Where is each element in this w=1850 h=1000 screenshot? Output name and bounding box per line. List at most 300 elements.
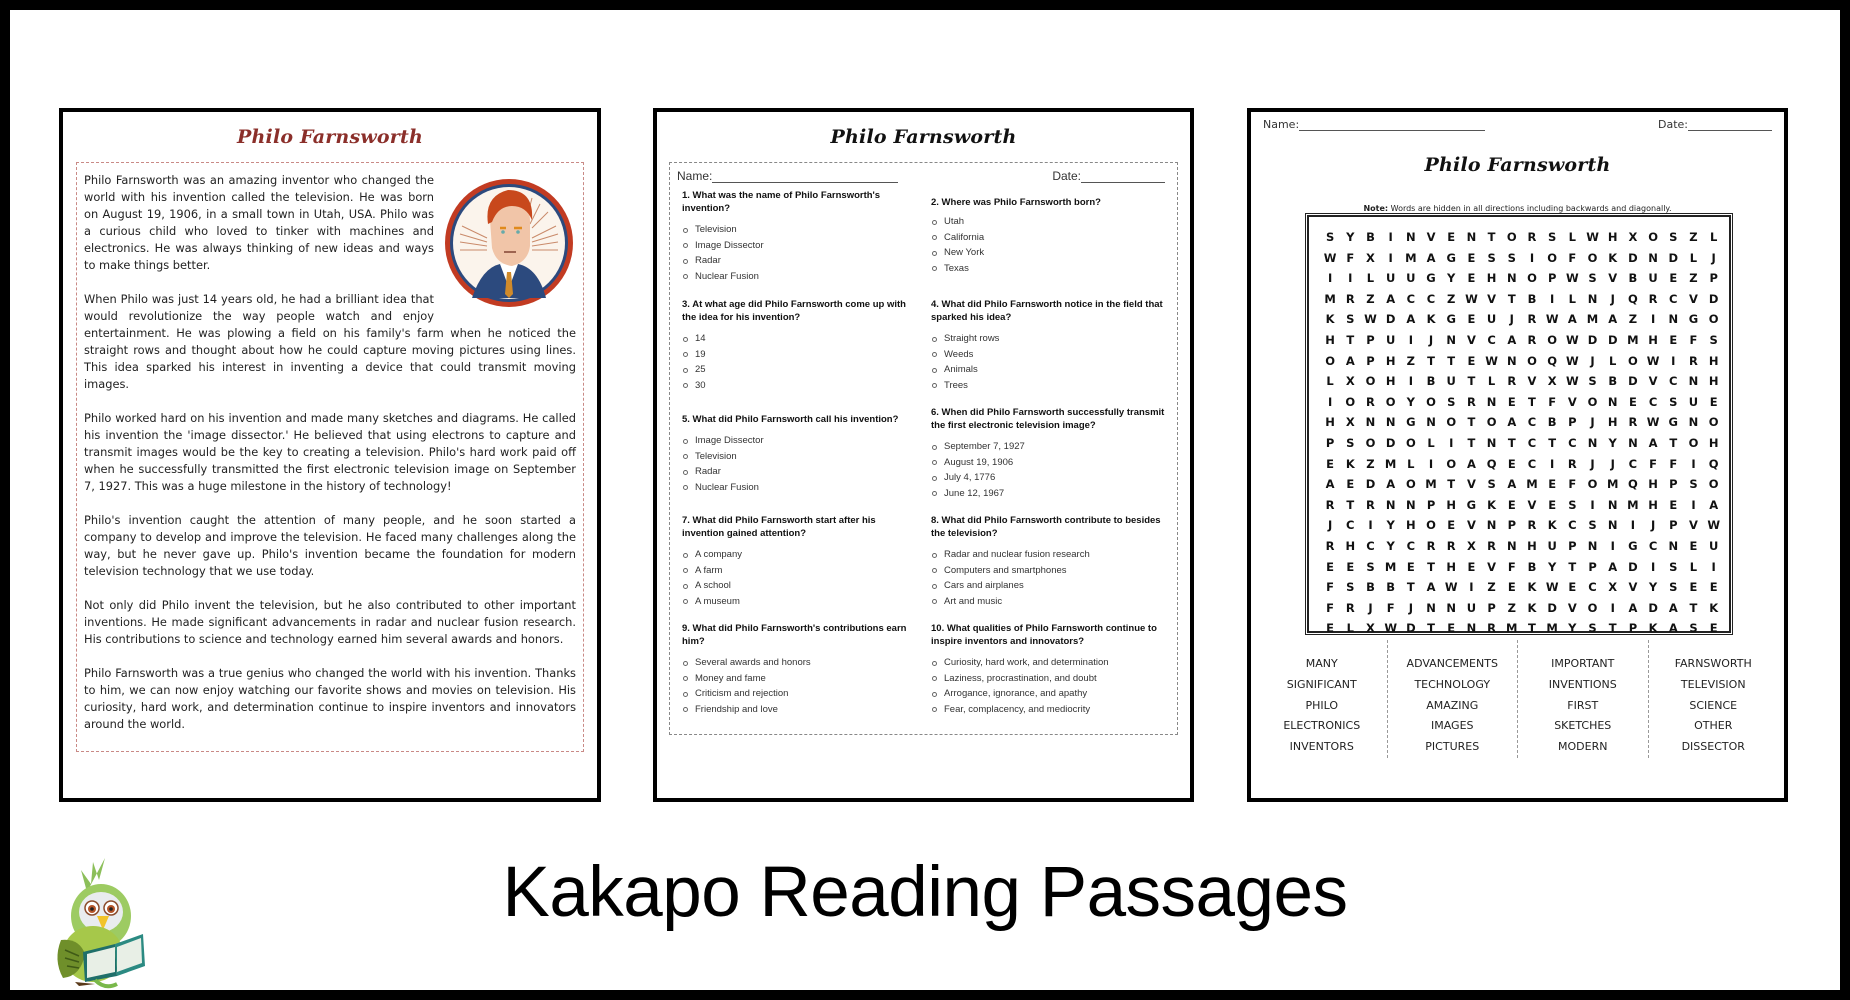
grid-letter: W: [1545, 580, 1559, 595]
grid-letter: P: [1325, 435, 1335, 450]
grid-letter: O: [1345, 394, 1356, 409]
word-item: MODERN: [1558, 740, 1608, 754]
grid-letter: C: [1648, 394, 1658, 409]
answer-option: Radar: [682, 464, 920, 480]
passage-paragraph-5: Not only did Philo invent the television, but he also contributed to other important inventions. He made significant advancements in radar and nuclear fusion research. His contributions to science and technology earned him several awards and honors.: [84, 598, 576, 646]
grid-letter: F: [1326, 600, 1335, 615]
grid-letter: H: [1385, 353, 1396, 368]
grid-letter: S: [1689, 621, 1698, 636]
grid-letter: A: [1466, 456, 1476, 471]
date-label: Date:: [1052, 169, 1081, 183]
word-item: FIRST: [1567, 698, 1599, 712]
word-item: DISSECTOR: [1681, 740, 1745, 754]
grid-letter: E: [1669, 332, 1678, 347]
note-text: Words are hidden in all directions including backwards and diagonally.: [1388, 204, 1672, 213]
product-preview-canvas: [10, 10, 1840, 990]
grid-letter: K: [1547, 518, 1557, 533]
grid-letter: Y: [1547, 559, 1557, 574]
grid-letter: D: [1385, 435, 1396, 450]
grid-letter: C: [1588, 580, 1597, 595]
word-item: SCIENCE: [1689, 698, 1738, 712]
grid-letter: L: [1326, 374, 1334, 389]
grid-letter: O: [1547, 250, 1558, 265]
grid-letter: C: [1527, 456, 1537, 471]
grid-letter: N: [1486, 435, 1497, 450]
word-search-title: Philo Farnsworth: [1424, 154, 1611, 176]
grid-letter: S: [1487, 250, 1496, 265]
answer-option: Television: [682, 222, 920, 238]
grid-letter: W: [1364, 312, 1377, 327]
grid-letter: M: [1405, 250, 1417, 265]
grid-letter: E: [1669, 271, 1678, 286]
grid-letter: D: [1385, 312, 1396, 327]
passage-title: Philo Farnsworth: [237, 126, 423, 148]
grid-letter: W: [1646, 353, 1660, 368]
question-9: [682, 622, 920, 717]
grid-letter: W: [1566, 374, 1579, 389]
grid-letter: N: [1406, 230, 1416, 244]
grid-letter: Y: [1648, 580, 1658, 595]
answer-option: September 7, 1927: [931, 439, 1169, 455]
grid-letter: H: [1607, 415, 1618, 430]
grid-letter: S: [1669, 559, 1678, 574]
answer-option: A museum: [682, 594, 920, 610]
grid-letter: I: [1671, 353, 1676, 368]
grid-letter: H: [1708, 435, 1719, 450]
grid-letter: N: [1607, 394, 1618, 409]
answer-option: Computers and smartphones: [931, 563, 1169, 579]
grid-letter: F: [1386, 600, 1395, 615]
grid-letter: C: [1568, 435, 1577, 450]
grid-letter: R: [1446, 538, 1456, 553]
grid-letter: S: [1568, 497, 1577, 512]
grid-letter: L: [1609, 353, 1617, 368]
grid-letter: O: [1325, 353, 1335, 368]
grid-letter: U: [1648, 271, 1658, 286]
word-item: FARNSWORTH: [1674, 657, 1752, 670]
grid-letter: N: [1466, 621, 1477, 636]
grid-letter: C: [1527, 415, 1537, 430]
answer-option: 25: [682, 362, 920, 378]
grid-letter: F: [1689, 332, 1698, 347]
grid-letter: Q: [1628, 291, 1638, 306]
grid-letter: N: [1688, 374, 1699, 389]
grid-letter: R: [1366, 497, 1375, 512]
name-field: [1263, 118, 1485, 131]
grid-letter: I: [1348, 271, 1353, 286]
grid-letter: W: [1566, 332, 1579, 347]
grid-letter: W: [1566, 271, 1579, 286]
grid-letter: D: [1668, 250, 1679, 265]
grid-letter: A: [1608, 312, 1618, 327]
grid-letter: T: [1427, 621, 1435, 636]
grid-letter: T: [1447, 353, 1456, 368]
quiz-title: Philo Farnsworth: [830, 126, 1017, 148]
grid-letter: O: [1547, 332, 1558, 347]
grid-letter: O: [1587, 394, 1598, 409]
grid-letter: W: [1545, 312, 1559, 327]
grid-letter: L: [1427, 435, 1435, 450]
grid-letter: P: [1709, 271, 1718, 286]
grid-letter: T: [1507, 435, 1516, 450]
grid-letter: E: [1346, 477, 1355, 492]
brand-title: Kakapo Reading Passages: [502, 853, 1348, 932]
grid-letter: F: [1649, 456, 1658, 471]
grid-letter: J: [1610, 456, 1615, 471]
grid-letter: O: [1628, 353, 1638, 368]
grid-letter: L: [1346, 621, 1354, 636]
grid-letter: O: [1405, 435, 1416, 450]
name-blank: [712, 171, 898, 183]
answer-option: A farm: [682, 563, 920, 579]
grid-letter: J: [1368, 600, 1373, 615]
grid-letter: H: [1385, 374, 1396, 389]
word-column-2: [1387, 640, 1518, 758]
grid-letter: A: [1628, 600, 1638, 615]
grid-letter: T: [1689, 600, 1698, 615]
answer-option: Image Dissector: [682, 433, 920, 449]
answer-option: Texas: [931, 261, 1169, 277]
answer-option: 14: [682, 331, 920, 347]
word-column-3: [1517, 640, 1648, 758]
word-item: IMAGES: [1430, 719, 1474, 733]
grid-letter: E: [1447, 621, 1456, 636]
grid-letter: I: [1691, 456, 1696, 471]
grid-letter: W: [1485, 353, 1498, 368]
grid-letter: E: [1326, 621, 1335, 636]
passage-paragraph-6: Philo Farnsworth was a true genius who changed the world with his invention. Thanks to him, we can now enjoy watching our favorite shows and movies on television. His curiosity, hard work, and determination continue to inspire inventors and innovators around the world.: [84, 666, 576, 731]
answer-option: Animals: [931, 362, 1169, 378]
grid-letter: J: [1711, 250, 1716, 265]
grid-letter: C: [1406, 291, 1416, 306]
grid-letter: T: [1467, 374, 1476, 389]
grid-letter: K: [1648, 621, 1658, 636]
grid-letter: W: [1444, 580, 1458, 595]
grid-letter: V: [1466, 477, 1476, 492]
answer-option: New York: [931, 245, 1169, 261]
grid-letter: G: [1628, 538, 1638, 553]
name-label: Name:: [677, 169, 713, 183]
grid-letter: M: [1384, 456, 1397, 471]
question-text: 2. Where was Philo Farnsworth born?: [931, 197, 1101, 208]
grid-letter: I: [1449, 435, 1454, 450]
grid-letter: I: [1650, 559, 1656, 574]
grid-letter: R: [1325, 538, 1335, 553]
grid-letter: M: [1425, 477, 1437, 492]
grid-letter: P: [1507, 518, 1516, 533]
answer-option: Nuclear Fusion: [682, 480, 920, 496]
grid-letter: Y: [1386, 518, 1395, 533]
grid-letter: I: [1408, 374, 1413, 389]
grid-letter: D: [1607, 332, 1618, 347]
grid-letter: Z: [1487, 580, 1496, 595]
grid-letter: J: [1650, 518, 1656, 533]
grid-letter: P: [1366, 353, 1375, 368]
grid-letter: B: [1386, 580, 1396, 595]
grid-letter: S: [1669, 580, 1678, 595]
grid-letter: F: [1669, 456, 1678, 471]
quiz-box: [669, 162, 1178, 735]
grid-letter: D: [1628, 559, 1638, 574]
grid-letter: I: [1368, 518, 1373, 533]
question-text: 8. What did Philo Farnsworth contribute to besides the television?: [931, 515, 1161, 539]
word-item: ADVANCEMENTS: [1406, 657, 1498, 670]
grid-letter: E: [1507, 497, 1516, 512]
grid-letter: D: [1648, 600, 1658, 615]
grid-letter: V: [1608, 271, 1618, 286]
grid-letter: T: [1447, 477, 1456, 492]
grid-letter: S: [1588, 518, 1597, 533]
grid-letter: A: [1386, 291, 1396, 306]
grid-letter: N: [1688, 415, 1699, 430]
grid-letter: T: [1568, 559, 1577, 574]
answer-option: Utah: [931, 214, 1169, 230]
date-blank: [1688, 119, 1772, 131]
grid-letter: B: [1527, 559, 1537, 574]
grid-letter: E: [1326, 559, 1335, 574]
grid-letter: P: [1568, 538, 1577, 553]
grid-letter: D: [1708, 291, 1719, 306]
grid-letter: O: [1527, 271, 1537, 286]
grid-letter: T: [1528, 394, 1536, 409]
grid-letter: D: [1628, 374, 1638, 389]
grid-letter: M: [1324, 291, 1336, 306]
grid-letter: N: [1668, 538, 1679, 553]
answer-option: 19: [682, 347, 920, 363]
grid-letter: E: [1548, 497, 1557, 512]
grid-letter: P: [1588, 559, 1597, 574]
grid-letter: E: [1346, 559, 1355, 574]
grid-letter: S: [1346, 312, 1355, 327]
grid-letter: I: [1550, 291, 1555, 306]
grid-letter: X: [1628, 230, 1638, 244]
grid-letter: I: [1550, 456, 1555, 471]
answer-option: Trees: [931, 378, 1169, 394]
word-list: [1251, 640, 1784, 758]
grid-letter: C: [1669, 374, 1678, 389]
answer-option: Several awards and honors: [682, 655, 920, 671]
answer-option: Friendship and love: [682, 702, 920, 718]
word-item: OTHER: [1694, 719, 1733, 733]
grid-letter: M: [1606, 477, 1619, 492]
name-field: [677, 169, 898, 183]
grid-letter: H: [1527, 538, 1537, 553]
grid-letter: H: [1648, 332, 1658, 347]
grid-letter: J: [1590, 456, 1595, 471]
grid-letter: V: [1426, 230, 1436, 244]
grid-letter: Y: [1608, 435, 1617, 450]
grid-letter: I: [1469, 580, 1474, 595]
grid-letter: J: [1610, 291, 1615, 306]
word-item: TELEVISION: [1680, 677, 1746, 691]
grid-letter: J: [1509, 312, 1514, 327]
grid-letter: X: [1345, 415, 1355, 430]
grid-letter: S: [1346, 435, 1355, 450]
grid-letter: O: [1426, 518, 1436, 533]
grid-letter: T: [1528, 621, 1536, 636]
date-label: Date:: [1658, 118, 1688, 131]
word-item: ELECTRONICS: [1283, 719, 1361, 733]
grid-letter: W: [1586, 230, 1599, 244]
grid-letter: Z: [1689, 230, 1698, 244]
question-5: [682, 413, 920, 495]
grid-letter: A: [1709, 497, 1719, 512]
grid-letter: U: [1547, 538, 1557, 553]
grid-letter: T: [1487, 230, 1496, 244]
grid-letter: E: [1467, 312, 1476, 327]
grid-letter: K: [1325, 312, 1335, 327]
grid-letter: Z: [1628, 312, 1638, 327]
grid-letter: V: [1466, 332, 1476, 347]
grid-letter: S: [1669, 230, 1678, 244]
grid-letter: O: [1426, 394, 1436, 409]
grid-letter: C: [1648, 538, 1658, 553]
reading-passage-page: [59, 108, 601, 802]
date-blank: [1081, 171, 1165, 183]
date-field: [1658, 118, 1772, 131]
grid-letter: Z: [1406, 353, 1416, 368]
grid-letter: L: [1689, 250, 1698, 265]
grid-letter: V: [1567, 600, 1577, 615]
grid-letter: S: [1366, 559, 1375, 574]
grid-letter: T: [1467, 415, 1476, 430]
grid-letter: R: [1507, 374, 1517, 389]
grid-letter: X: [1366, 250, 1375, 265]
grid-letter: R: [1487, 621, 1497, 636]
answer-option: Nuclear Fusion: [682, 269, 920, 285]
grid-letter: O: [1587, 600, 1598, 615]
grid-letter: N: [1426, 415, 1436, 430]
question-text: 10. What qualities of Philo Farnsworth continue to inspire inventors and innovators?: [931, 623, 1157, 647]
grid-letter: O: [1708, 477, 1719, 492]
grid-letter: I: [1428, 456, 1434, 471]
question-6: [931, 406, 1169, 501]
question-7: [682, 514, 920, 609]
grid-letter: T: [1608, 621, 1617, 636]
grid-letter: E: [1507, 456, 1516, 471]
grid-letter: X: [1366, 621, 1375, 636]
answer-option: 30: [682, 378, 920, 394]
grid-letter: X: [1608, 580, 1618, 595]
grid-letter: A: [1507, 332, 1517, 347]
grid-letter: O: [1405, 477, 1416, 492]
grid-letter: E: [1467, 271, 1476, 286]
answer-option: Criticism and rejection: [682, 686, 920, 702]
grid-letter: S: [1588, 621, 1597, 636]
question-1: [682, 189, 920, 284]
grid-letter: R: [1527, 332, 1537, 347]
question-text: 4. What did Philo Farnsworth notice in the field that sparked his idea?: [931, 299, 1163, 323]
grid-letter: O: [1587, 477, 1598, 492]
grid-letter: O: [1587, 250, 1598, 265]
grid-letter: H: [1446, 559, 1457, 574]
grid-letter: S: [1507, 250, 1516, 265]
grid-letter: E: [1689, 580, 1698, 595]
grid-letter: E: [1467, 353, 1476, 368]
grid-letter: R: [1345, 600, 1355, 615]
letter-grid: [1320, 227, 1724, 639]
grid-letter: A: [1668, 600, 1678, 615]
grid-letter: B: [1366, 230, 1375, 244]
grid-letter: E: [1467, 559, 1476, 574]
grid-letter: C: [1366, 538, 1375, 553]
name-label: Name:: [1263, 118, 1300, 131]
grid-letter: O: [1385, 394, 1396, 409]
grid-letter: A: [1345, 353, 1355, 368]
grid-letter: M: [1506, 621, 1518, 636]
grid-letter: P: [1669, 518, 1678, 533]
grid-letter: I: [1327, 394, 1333, 409]
grid-letter: J: [1327, 518, 1333, 533]
grid-letter: S: [1548, 230, 1557, 244]
grid-letter: I: [1630, 518, 1636, 533]
grid-letter: E: [1669, 497, 1678, 512]
grid-letter: G: [1668, 415, 1678, 430]
answer-option: Straight rows: [931, 331, 1169, 347]
grid-letter: X: [1466, 538, 1476, 553]
grid-letter: Y: [1447, 271, 1456, 286]
grid-letter: H: [1648, 477, 1658, 492]
question-text: 5. What did Philo Farnsworth call his invention?: [682, 414, 899, 425]
grid-letter: I: [1388, 250, 1393, 265]
word-item: AMAZING: [1426, 698, 1479, 712]
grid-letter: N: [1506, 271, 1517, 286]
grid-letter: O: [1527, 353, 1537, 368]
grid-letter: H: [1486, 271, 1497, 286]
grid-letter: Z: [1366, 456, 1375, 471]
grid-letter: S: [1588, 271, 1597, 286]
grid-letter: E: [1507, 580, 1516, 595]
grid-letter: J: [1590, 415, 1595, 430]
grid-letter: E: [1628, 394, 1637, 409]
grid-letter: U: [1385, 271, 1396, 286]
grid-letter: G: [1446, 250, 1456, 265]
grid-letter: H: [1345, 538, 1356, 553]
grid-letter: V: [1527, 374, 1537, 389]
grid-letter: V: [1628, 580, 1638, 595]
grid-letter: V: [1567, 394, 1577, 409]
grid-letter: A: [1668, 621, 1678, 636]
grid-letter: K: [1608, 250, 1618, 265]
grid-letter: S: [1689, 477, 1698, 492]
grid-letter: I: [1691, 497, 1696, 512]
answer-option: Arrogance, ignorance, and apathy: [931, 686, 1169, 702]
grid-letter: B: [1608, 374, 1618, 389]
grid-letter: E: [1709, 621, 1718, 636]
grid-letter: E: [1467, 250, 1476, 265]
grid-letter: W: [1707, 518, 1720, 533]
grid-letter: U: [1466, 600, 1477, 615]
grid-letter: N: [1607, 497, 1618, 512]
grid-letter: O: [1365, 435, 1376, 450]
grid-letter: G: [1446, 312, 1456, 327]
quiz-page: [653, 108, 1194, 802]
grid-letter: C: [1426, 291, 1436, 306]
grid-letter: B: [1527, 291, 1537, 306]
grid-letter: B: [1426, 374, 1436, 389]
grid-letter: Q: [1628, 477, 1638, 492]
philo-farnsworth-portrait-icon: [442, 174, 576, 312]
grid-letter: Z: [1507, 600, 1516, 615]
grid-letter: M: [1546, 621, 1558, 636]
question-3: [682, 298, 920, 393]
grid-letter: R: [1426, 538, 1436, 553]
grid-letter: N: [1486, 394, 1497, 409]
grid-letter: Z: [1366, 291, 1375, 306]
answer-option: Curiosity, hard work, and determination: [931, 655, 1169, 671]
grid-letter: W: [1566, 353, 1579, 368]
grid-letter: K: [1426, 312, 1436, 327]
